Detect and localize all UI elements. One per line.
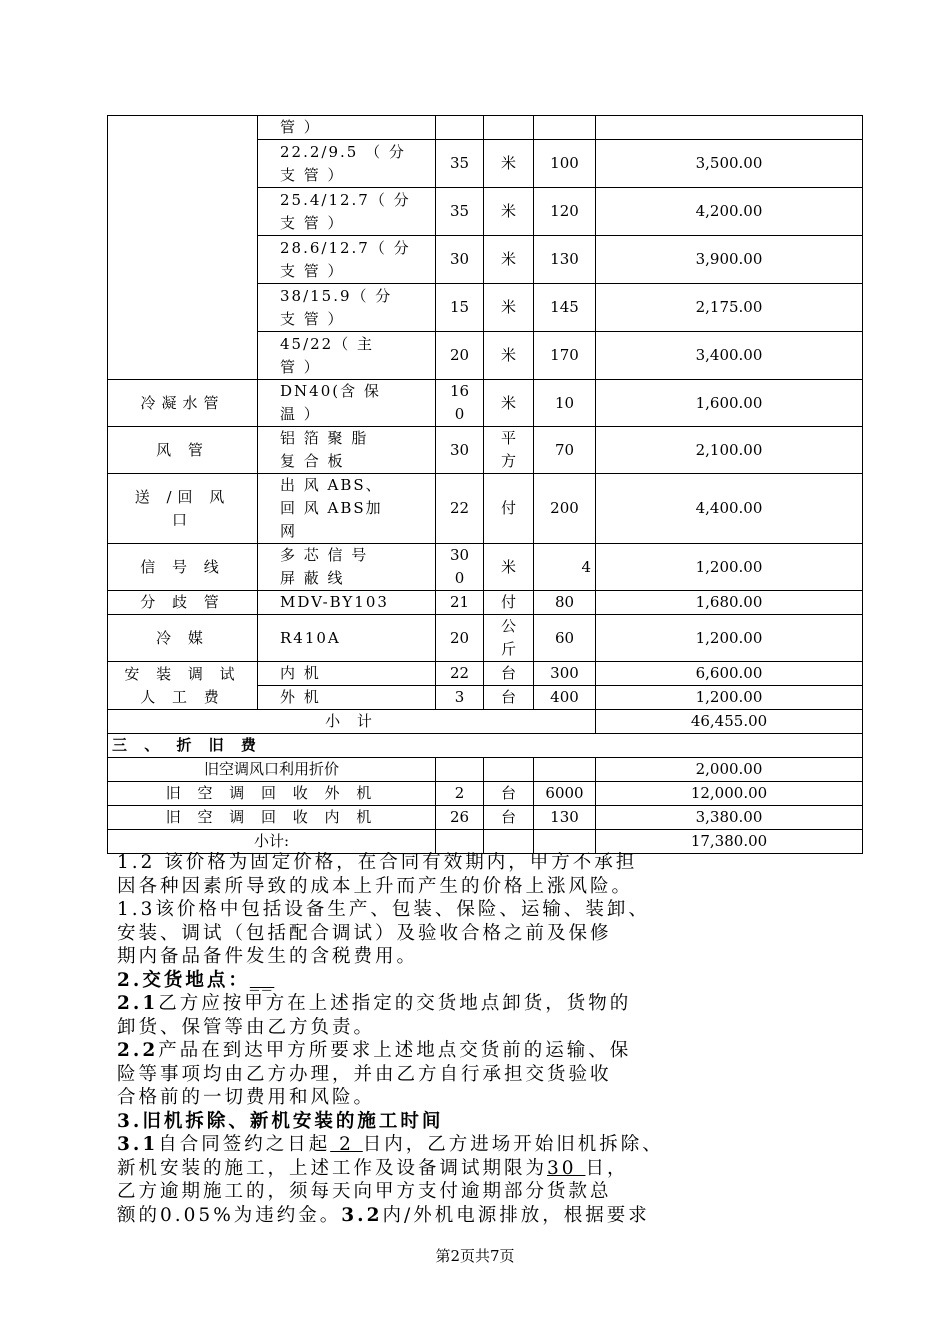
total-cell: [596, 116, 863, 140]
contract-text: [117, 851, 837, 1227]
table-row: [108, 830, 863, 854]
price-cell: 60: [534, 615, 596, 662]
total-cell: 2,175.00: [596, 284, 863, 332]
price-cell: [534, 116, 596, 140]
price-cell: 170: [534, 332, 596, 380]
unit-cell: 米: [484, 236, 534, 284]
table-row: [108, 782, 863, 806]
depr-name-cell: 旧空调风口利用折价: [108, 758, 436, 782]
section-heading: 三 、 折 旧 费: [108, 734, 863, 758]
price-cell: [534, 758, 596, 782]
unit-cell: 米: [484, 332, 534, 380]
clause-2-2-line3: 合格前的一切费用和风险。: [117, 1087, 376, 1108]
total-cell: 4,200.00: [596, 188, 863, 236]
price-cell: 145: [534, 284, 596, 332]
qty-cell: 16 0: [436, 380, 484, 427]
item-name-cell: 送 /回 风 口: [108, 474, 258, 544]
price-cell: 4: [534, 544, 596, 591]
spec-cell: 多 芯 信 号 屏 蔽 线: [258, 544, 436, 591]
table-row: [108, 116, 863, 140]
qty-cell: [436, 758, 484, 782]
price-cell: 130: [534, 236, 596, 284]
unit-cell: 付: [484, 591, 534, 615]
qty-cell: 2: [436, 782, 484, 806]
unit-cell: 公 斤: [484, 615, 534, 662]
spec-cell: 45/22（ 主 管 ）: [258, 332, 436, 380]
spec-cell: 38/15.9（ 分 支 管 ）: [258, 284, 436, 332]
clause-1-2-line1: 1.2 该价格为固定价格，在合同有效期内，甲方不承担: [117, 852, 638, 873]
clause-1-3-line3: 期内备品备件发生的含税费用。: [117, 946, 419, 967]
spec-cell: 铝 箔 聚 脂 复 合 板: [258, 427, 436, 474]
clause-3-1-line3: 乙方逾期施工的，须每天向甲方支付逾期部分货款总: [117, 1181, 612, 1202]
subtotal-total: 46,455.00: [596, 710, 863, 734]
qty-cell: 20: [436, 332, 484, 380]
spec-cell: 22.2/9.5 （ 分 支 管 ）: [258, 140, 436, 188]
table-row: [108, 615, 863, 662]
price-cell: 300: [534, 662, 596, 686]
qty-cell: 35: [436, 140, 484, 188]
unit-cell: 米: [484, 380, 534, 427]
price-cell: 10: [534, 380, 596, 427]
qty-cell: 22: [436, 474, 484, 544]
qty-cell: 20: [436, 615, 484, 662]
subtotal-label: 小 计: [108, 710, 596, 734]
price-cell: [534, 830, 596, 854]
qty-cell: 3: [436, 686, 484, 710]
qty-cell: [436, 830, 484, 854]
heading-3: 3.旧机拆除、新机安装的施工时间: [117, 1110, 444, 1132]
clause-3-1-line1: 3.1自合同签约之日起 2 日内，乙方进场开始旧机拆除、: [117, 1134, 664, 1155]
item-name-cell: 信 号 线: [108, 544, 258, 591]
clause-3-1-line4: 额的0.05%为违约金。3.2内/外机电源排放，根据要求: [117, 1204, 650, 1226]
item-name-cell: 冷凝水管: [108, 380, 258, 427]
clause-1-3-line1: 1.3该价格中包括设备生产、包装、保险、运输、装卸、: [117, 899, 650, 920]
qty-cell: 30: [436, 427, 484, 474]
unit-cell: [484, 116, 534, 140]
price-table: [107, 115, 863, 854]
spec-cell: 25.4/12.7（ 分 支 管 ）: [258, 188, 436, 236]
heading-2: 2.交货地点：__: [117, 969, 275, 991]
table-row: [108, 591, 863, 615]
total-cell: 3,500.00: [596, 140, 863, 188]
qty-cell: 30: [436, 236, 484, 284]
subtotal-label: 小计:: [108, 830, 436, 854]
unit-cell: 米: [484, 188, 534, 236]
total-cell: 2,000.00: [596, 758, 863, 782]
unit-cell: 台: [484, 662, 534, 686]
spec-cell: DN40(含 保 温 ）: [258, 380, 436, 427]
spec-cell: MDV-BY103: [258, 591, 436, 615]
price-cell: 130: [534, 806, 596, 830]
table-row: [108, 380, 863, 427]
clause-2-1-line1: 2.1乙方应按甲方在上述指定的交货地点卸货，货物的: [117, 993, 632, 1014]
table-row: [108, 734, 863, 758]
clause-2-1-line2: 卸货、保管等由乙方负责。: [117, 1016, 376, 1038]
unit-cell: [484, 830, 534, 854]
unit-cell: 米: [484, 140, 534, 188]
total-cell: 1,200.00: [596, 544, 863, 591]
depr-name-cell: 旧 空 调 回 收 外 机: [108, 782, 436, 806]
unit-cell: 台: [484, 806, 534, 830]
item-name-cell: 分 歧 管: [108, 591, 258, 615]
table-row: [108, 662, 863, 686]
total-cell: 1,680.00: [596, 591, 863, 615]
depr-name-cell: 旧 空 调 回 收 内 机: [108, 806, 436, 830]
spec-cell: 外 机: [258, 686, 436, 710]
total-cell: 3,400.00: [596, 332, 863, 380]
price-cell: 100: [534, 140, 596, 188]
spec-cell: 28.6/12.7（ 分 支 管 ）: [258, 236, 436, 284]
price-cell: 80: [534, 591, 596, 615]
qty-cell: [436, 116, 484, 140]
unit-cell: 付: [484, 474, 534, 544]
item-name-cell: [108, 116, 258, 380]
price-cell: 6000: [534, 782, 596, 806]
unit-cell: 平 方: [484, 427, 534, 474]
spec-cell: R410A: [258, 615, 436, 662]
clause-1-3-line2: 安装、调试（包括配合调试）及验收合格之前及保修: [117, 922, 612, 944]
total-cell: 12,000.00: [596, 782, 863, 806]
spec-cell: 管 ）: [258, 116, 436, 140]
clause-1-2-line2: 因各种因素所导致的成本上升而产生的价格上涨风险。: [117, 875, 634, 897]
price-cell: 200: [534, 474, 596, 544]
price-cell: 400: [534, 686, 596, 710]
qty-cell: 30 0: [436, 544, 484, 591]
qty-cell: 22: [436, 662, 484, 686]
total-cell: 2,100.00: [596, 427, 863, 474]
unit-cell: 米: [484, 284, 534, 332]
price-cell: 70: [534, 427, 596, 474]
item-name-cell: 安 装 调 试 人 工 费: [108, 662, 258, 710]
total-cell: 1,200.00: [596, 686, 863, 710]
total-cell: 3,900.00: [596, 236, 863, 284]
total-cell: 6,600.00: [596, 662, 863, 686]
spec-cell: 内 机: [258, 662, 436, 686]
unit-cell: 台: [484, 782, 534, 806]
table-row: [108, 710, 863, 734]
clause-3-1-line2: 新机安装的施工，上述工作及设备调试期限为30 日，: [117, 1157, 629, 1179]
qty-cell: 15: [436, 284, 484, 332]
clause-2-2-line1: 2.2产品在到达甲方所要求上述地点交货前的运输、保: [117, 1040, 632, 1061]
table-row: [108, 544, 863, 591]
table-row: [108, 427, 863, 474]
page-number: 第2页共7页: [435, 1247, 515, 1265]
table-row: [108, 806, 863, 830]
total-cell: 1,600.00: [596, 380, 863, 427]
clause-2-2-line2: 险等事项均由乙方办理，并由乙方自行承担交货验收: [117, 1063, 612, 1085]
unit-cell: [484, 758, 534, 782]
table-row: [108, 474, 863, 544]
total-cell: 3,380.00: [596, 806, 863, 830]
qty-cell: 21: [436, 591, 484, 615]
subtotal-total: 17,380.00: [596, 830, 863, 854]
qty-cell: 35: [436, 188, 484, 236]
total-cell: 4,400.00: [596, 474, 863, 544]
qty-cell: 26: [436, 806, 484, 830]
price-cell: 120: [534, 188, 596, 236]
total-cell: 1,200.00: [596, 615, 863, 662]
spec-cell: 出 风 ABS、 回 风 ABS加 网: [258, 474, 436, 544]
table-row: [108, 758, 863, 782]
unit-cell: 台: [484, 686, 534, 710]
unit-cell: 米: [484, 544, 534, 591]
item-name-cell: 冷 媒: [108, 615, 258, 662]
item-name-cell: 风 管: [108, 427, 258, 474]
